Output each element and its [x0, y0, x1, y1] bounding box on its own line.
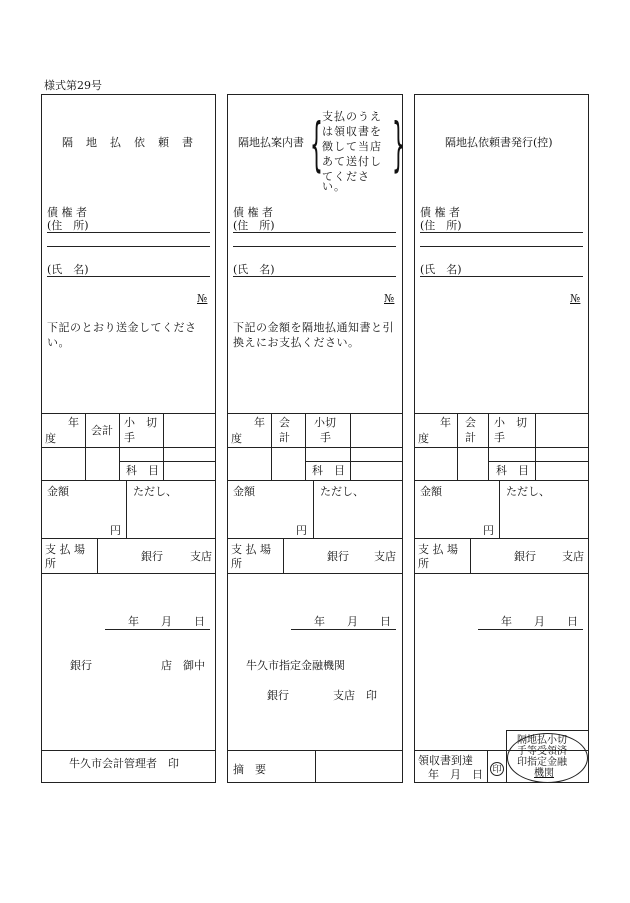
panel2-yen: 円	[296, 524, 307, 537]
panel2-notice-2: は領収書を	[322, 125, 382, 138]
panel3-col2	[488, 413, 489, 480]
panel2-instruction: 下記の金額を隔地払通知書と引換えにお支払ください。	[233, 321, 394, 349]
panel1-col3	[163, 413, 164, 480]
panel1-table-row3	[41, 480, 216, 481]
panel1-yen: 円	[110, 524, 121, 537]
panel3-receipt-1: 領収書到達	[418, 754, 473, 767]
panel2-kaikei-2: 計	[279, 431, 290, 444]
panel1-nendo-1: 年	[68, 416, 79, 429]
panel2-tadashi: ただし、	[320, 485, 364, 498]
panel3-nendo-2: 度	[418, 432, 429, 445]
panel3-table-row4	[414, 538, 589, 539]
panel2-notice-3: 徴して当店	[322, 140, 382, 153]
panel2-col2	[305, 413, 306, 480]
panel2-tekiyo-divider	[315, 750, 316, 783]
panel1-table-top	[41, 413, 216, 414]
panel1-title: 隔 地 払 依 頼 書	[62, 136, 194, 149]
panel3-col1	[457, 413, 458, 480]
panel2-address-line-2[interactable]	[233, 246, 396, 247]
panel2-title: 隔地払案内書	[238, 136, 304, 149]
panel1-date-line[interactable]	[105, 629, 210, 630]
panel2-place-1: 支 払 場	[231, 543, 271, 556]
panel3-branch: 支店	[562, 550, 584, 563]
panel1-date: 年 月 日	[128, 615, 205, 628]
panel2-notice-5: てくださ	[322, 170, 370, 183]
panel1-col1	[85, 413, 86, 480]
panel1-tadashi: ただし、	[133, 485, 177, 498]
panel2-nendo-1: 年	[254, 416, 265, 429]
panel3-oval-top	[506, 730, 589, 731]
panel2-institution: 牛久市指定金融機関	[246, 659, 345, 672]
panel2-name-line[interactable]	[233, 276, 396, 277]
panel3-kamoku: 科 目	[496, 464, 529, 477]
panel2-kogitte-1: 小切	[314, 416, 336, 429]
panel1-amount-divider	[126, 480, 127, 538]
panel3-oval-line-1: 隔地払小切	[517, 735, 567, 746]
panel2-bracket-right: }	[392, 110, 406, 178]
panel3-amount-divider	[499, 480, 500, 538]
panel2-table-sub	[305, 461, 403, 462]
panel2-creditor-label: 債 権 者	[233, 206, 273, 219]
panel1-col2	[119, 413, 120, 480]
panel2-address-line[interactable]	[233, 232, 396, 233]
panel2-table-row5	[227, 573, 403, 574]
panel2-number-label: №	[384, 292, 395, 305]
panel1-store-label: 店 御中	[161, 659, 205, 672]
panel2-place-divider	[283, 538, 284, 573]
panel3-col3	[535, 413, 536, 480]
panel1-table-row4	[41, 538, 216, 539]
panel1-footer-line	[41, 750, 216, 751]
panel3-kaikei-1: 会	[465, 416, 476, 429]
panel1-place-2: 所	[45, 557, 56, 570]
panel3-tadashi: ただし、	[506, 485, 550, 498]
panel1-creditor-label: 債 権 者	[47, 206, 87, 219]
panel1-kaikei: 会計	[91, 424, 113, 437]
panel3-creditor-label: 債 権 者	[420, 206, 460, 219]
panel1-address-label: (住 所)	[47, 219, 89, 232]
panel2-table-row4	[227, 538, 403, 539]
panel1-table-row2	[41, 447, 216, 448]
panel2-col3	[350, 413, 351, 480]
panel1-kogitte-2: 手	[124, 431, 135, 444]
panel1-number-label: №	[197, 292, 208, 305]
panel1-amount-label: 金額	[47, 485, 69, 498]
panel3-name-line[interactable]	[420, 276, 583, 277]
panel2-table-row2	[227, 447, 403, 448]
panel1-name-line[interactable]	[47, 276, 210, 277]
panel2-date-line[interactable]	[291, 629, 396, 630]
panel2-bank: 銀行	[327, 550, 349, 563]
form-number: 様式第29号	[44, 79, 102, 92]
panel3-seal-stamp: 印	[490, 762, 504, 776]
panel3-oval-line-4: 機関	[534, 768, 554, 779]
panel3-oval-line-2: 手等受領済	[517, 746, 567, 757]
panel2-date: 年 月 日	[314, 615, 391, 628]
panel3-table-row5	[414, 573, 589, 574]
panel1-branch: 支店	[190, 550, 212, 563]
panel2-branch: 支店	[374, 550, 396, 563]
panel2-kogitte-2: 手	[320, 431, 331, 444]
panel3-number-label: №	[570, 292, 581, 305]
panel3-title: 隔地払依頼書発行(控)	[445, 136, 553, 149]
panel1-address-line[interactable]	[47, 232, 210, 233]
panel1-name-label: (氏 名)	[47, 263, 89, 276]
panel2-table-top	[227, 413, 403, 414]
panel2-bank-stamp: 銀行 支店 印	[267, 689, 377, 702]
panel1-address-line-2[interactable]	[47, 246, 210, 247]
panel3-address-label: (住 所)	[420, 219, 462, 232]
panel1-bank-label: 銀行	[70, 659, 92, 672]
panel2-amount-divider	[313, 480, 314, 538]
panel3-table-top	[414, 413, 589, 414]
panel1-manager: 牛久市会計管理者 印	[69, 757, 179, 770]
panel2-name-label: (氏 名)	[233, 263, 275, 276]
panel3-name-label: (氏 名)	[420, 263, 462, 276]
panel2-table-row3	[227, 480, 403, 481]
panel3-address-line-2[interactable]	[420, 246, 583, 247]
panel1-kamoku: 科 目	[126, 464, 159, 477]
panel3-table-row2	[414, 447, 589, 448]
panel3-kogitte-1: 小 切	[494, 416, 527, 429]
panel1-place-divider	[97, 538, 98, 573]
panel2-col1	[271, 413, 272, 480]
panel2-notice-1: 支払のうえ	[322, 110, 382, 123]
panel3-address-line[interactable]	[420, 232, 583, 233]
panel2-nendo-2: 度	[231, 432, 242, 445]
panel3-place-1: 支 払 場	[418, 543, 458, 556]
panel2-address-label: (住 所)	[233, 219, 275, 232]
panel1-place-1: 支 払 場	[45, 543, 85, 556]
panel2-kamoku: 科 目	[312, 464, 345, 477]
panel3-kaikei-2: 計	[465, 431, 476, 444]
panel2-notice-4: あて送付し	[322, 155, 382, 168]
panel3-table-sub	[488, 461, 589, 462]
panel1-kogitte-1: 小 切	[124, 416, 157, 429]
panel1-bank: 銀行	[141, 550, 163, 563]
panel3-oval-line-3: 印指定金融	[517, 757, 567, 768]
panel2-bracket-left: {	[310, 110, 324, 178]
panel3-receipt-2: 年 月 日	[428, 768, 483, 781]
panel3-bank: 銀行	[514, 550, 536, 563]
panel3-yen: 円	[483, 524, 494, 537]
panel3-kogitte-2: 手	[494, 431, 505, 444]
panel3-table-row3	[414, 480, 589, 481]
panel2-notice-6: い。	[322, 180, 346, 193]
panel-remittance-notice	[227, 94, 406, 783]
panel2-kaikei-1: 会	[279, 416, 290, 429]
panel2-tekiyo: 摘 要	[233, 763, 266, 776]
panel2-amount-label: 金額	[233, 485, 255, 498]
panel3-place-2: 所	[418, 557, 429, 570]
panel3-date-line[interactable]	[478, 629, 583, 630]
panel1-table-sub	[119, 461, 216, 462]
panel3-amount-label: 金額	[420, 485, 442, 498]
panel3-receipt-divider	[487, 750, 488, 783]
panel1-nendo-2: 度	[45, 432, 56, 445]
panel2-place-2: 所	[231, 557, 242, 570]
panel3-nendo-1: 年	[440, 416, 451, 429]
panel1-table-row5	[41, 573, 216, 574]
panel3-place-divider	[470, 538, 471, 573]
panel1-instruction: 下記のとおり送金してください。	[47, 321, 197, 349]
panel3-date: 年 月 日	[501, 615, 578, 628]
